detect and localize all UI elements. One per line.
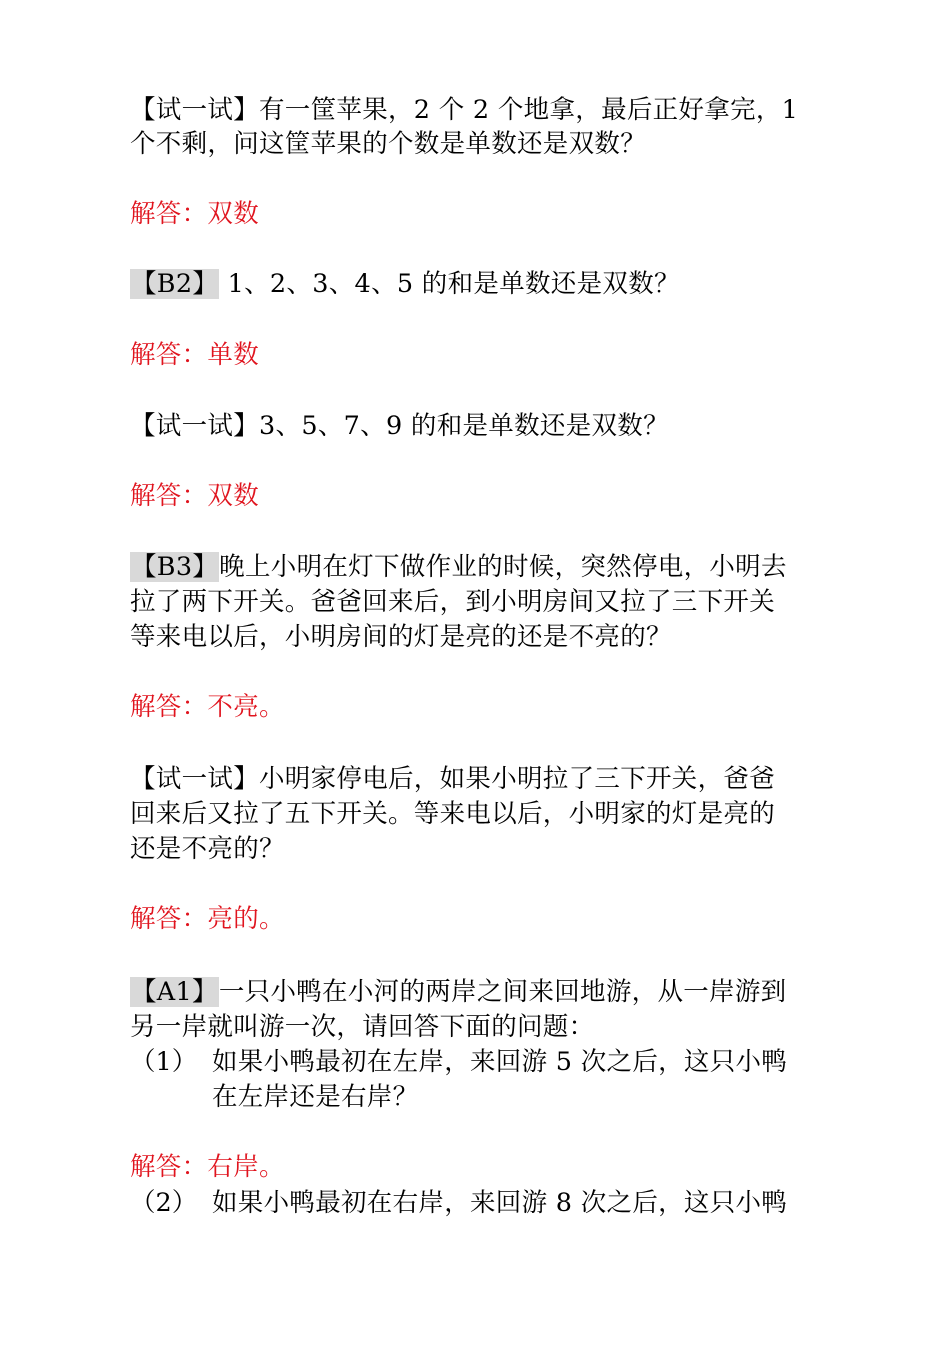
question-a1-text: 一只小鸭在小河的两岸之间来回地游，从一岸游到: [218, 977, 787, 1007]
question-b3-text: 晚上小明在灯下做作业的时候，突然停电，小明去: [219, 552, 787, 582]
sub-question-1-line-1: 如果小鸭最初在左岸，来回游 5 次之后，这只小鸭: [212, 1047, 788, 1077]
answer-2: 解答：单数: [130, 340, 260, 370]
question-b3-line-1: [130, 550, 787, 584]
answer-1: 解答：双数: [130, 199, 260, 229]
question-try-1-line-1: 【试一试】有一筐苹果，2 个 2 个地拿，最后正好拿完，1: [130, 95, 799, 125]
question-tag-b2: 【B2】: [131, 269, 219, 299]
question-b2: [130, 267, 680, 301]
question-tag-b3: 【B3】: [131, 552, 219, 582]
question-try-3-line-3: 还是不亮的？: [130, 834, 285, 864]
sub-question-number-1: （1）: [130, 1047, 198, 1077]
question-b3-line-3: 等来电以后，小明房间的灯是亮的还是不亮的？: [130, 622, 672, 652]
answer-5: 解答：亮的。: [130, 904, 285, 934]
sub-question-1-line-2: 在左岸还是右岸？: [212, 1082, 419, 1112]
sub-question-2-line-1: 如果小鸭最初在右岸，来回游 8 次之后，这只小鸭: [212, 1188, 788, 1218]
question-a1-line-2: 另一岸就叫游一次，请回答下面的问题：: [130, 1012, 595, 1042]
sub-question-number-2: （2）: [130, 1188, 198, 1218]
answer-4: 解答：不亮。: [130, 692, 285, 722]
question-b2-text: 1、2、3、4、5 的和是单数还是双数？: [219, 269, 680, 299]
question-try-2: 【试一试】3、5、7、9 的和是单数还是双数？: [130, 411, 669, 441]
question-b3-line-2: 拉了两下开关。爸爸回来后，到小明房间又拉了三下开关: [130, 587, 776, 617]
question-a1-line-1: [130, 975, 786, 1009]
question-try-1-line-2: 个不剩，问这筐苹果的个数是单数还是双数？: [130, 129, 647, 159]
answer-3: 解答：双数: [130, 481, 260, 511]
question-try-3-line-2: 回来后又拉了五下开关。等来电以后，小明家的灯是亮的: [130, 799, 776, 829]
question-tag-a1: 【A1】: [131, 977, 218, 1007]
answer-6: 解答：右岸。: [130, 1152, 285, 1182]
question-try-3-line-1: 【试一试】小明家停电后，如果小明拉了三下开关，爸爸: [130, 764, 776, 794]
